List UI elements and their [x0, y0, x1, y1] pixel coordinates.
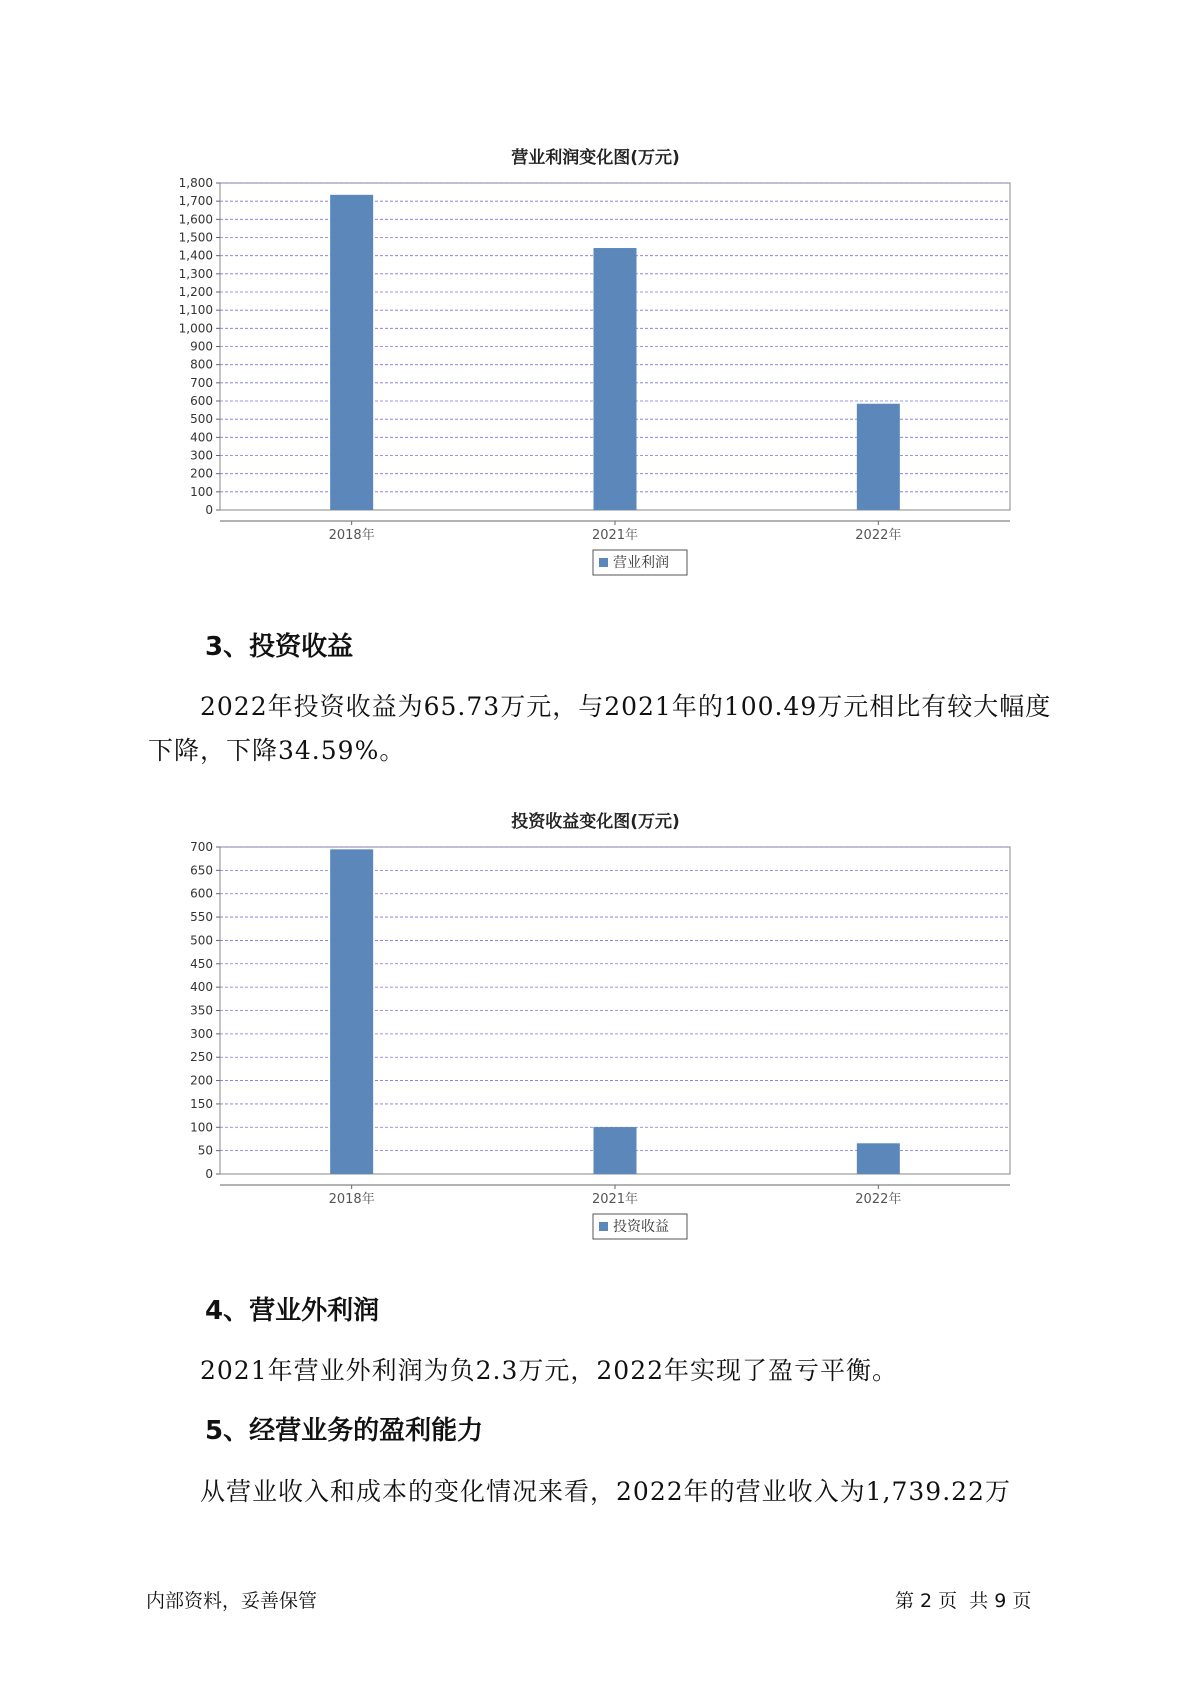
section3-heading: 3、投资收益 — [205, 632, 354, 662]
y-tick-label: 1,800 — [178, 176, 213, 190]
y-tick-label: 800 — [190, 357, 213, 372]
section4-heading: 4、营业外利润 — [205, 1296, 380, 1326]
legend-swatch — [599, 558, 608, 567]
bar-1 — [330, 195, 373, 510]
y-tick-label: 1,200 — [178, 285, 213, 299]
y-tick-label: 250 — [190, 1050, 213, 1065]
y-tick-label: 600 — [190, 394, 213, 408]
section5-para: 从营业收入和成本的变化情况来看，2022年的营业收入为1,739.22万 — [200, 1477, 1011, 1506]
y-tick-label: 50 — [197, 1143, 213, 1158]
y-tick-label: 700 — [190, 375, 213, 390]
y-tick-label: 900 — [190, 339, 213, 354]
x-tick-label: 2022年 — [855, 1192, 902, 1207]
legend-swatch — [599, 1222, 608, 1231]
section4-para: 2021年营业外利润为负2.3万元，2022年实现了盈亏平衡。 — [200, 1356, 899, 1385]
x-tick-label: 2018年 — [328, 1192, 375, 1207]
y-tick-label: 450 — [190, 956, 213, 971]
x-tick-label: 2021年 — [591, 528, 639, 543]
y-tick-label: 0 — [205, 1167, 213, 1181]
y-tick-label: 150 — [190, 1096, 213, 1111]
legend-label: 营业利润 — [613, 555, 669, 571]
bar-2 — [594, 248, 637, 510]
footer-confidential-note: 内部资料，妥善保管 — [146, 1590, 318, 1612]
x-tick-label: 2018年 — [328, 528, 375, 543]
y-tick-label: 1,600 — [178, 212, 213, 227]
footer-page-number: 第 2 页 共 9 页 — [895, 1590, 1032, 1612]
y-tick-label: 1,700 — [178, 194, 213, 209]
legend-label: 投资收益 — [613, 1219, 669, 1235]
y-tick-label: 1,100 — [178, 303, 213, 318]
y-tick-label: 400 — [190, 430, 213, 445]
bar-3 — [857, 404, 900, 510]
x-tick-label: 2021年 — [591, 1192, 639, 1207]
y-tick-label: 650 — [190, 863, 213, 878]
y-tick-label: 1,300 — [178, 266, 213, 281]
y-tick-label: 0 — [205, 503, 213, 517]
bar-3 — [857, 1143, 900, 1174]
y-tick-label: 500 — [190, 412, 213, 427]
investment-income-chart — [150, 834, 1020, 1254]
y-tick-label: 200 — [190, 466, 213, 481]
y-tick-label: 1,400 — [178, 248, 213, 263]
y-tick-label: 300 — [190, 448, 213, 463]
bar-2 — [594, 1127, 637, 1174]
chart1-title: 营业利润变化图(万元) — [511, 148, 680, 168]
y-tick-label: 100 — [190, 1120, 213, 1135]
bar-1 — [330, 849, 373, 1174]
y-tick-label: 1,000 — [178, 321, 213, 336]
section5-heading: 5、经营业务的盈利能力 — [205, 1416, 484, 1446]
section3-para-line1: 2022年投资收益为65.73万元，与2021年的100.49万元相比有较大幅度 — [200, 692, 1052, 721]
section3-para-line2: 下降，下降34.59%。 — [148, 736, 406, 765]
y-tick-label: 100 — [190, 484, 213, 499]
y-tick-label: 600 — [190, 886, 213, 901]
y-tick-label: 200 — [190, 1073, 213, 1088]
y-tick-label: 400 — [190, 980, 213, 995]
operating-profit-chart — [150, 170, 1020, 590]
chart2-title: 投资收益变化图(万元) — [511, 812, 680, 832]
y-tick-label: 500 — [190, 933, 213, 948]
y-tick-label: 300 — [190, 1026, 213, 1041]
y-tick-label: 350 — [190, 1003, 213, 1018]
y-tick-label: 1,500 — [178, 230, 213, 245]
x-tick-label: 2022年 — [855, 528, 902, 543]
y-tick-label: 550 — [190, 910, 213, 925]
y-tick-label: 700 — [190, 840, 213, 854]
